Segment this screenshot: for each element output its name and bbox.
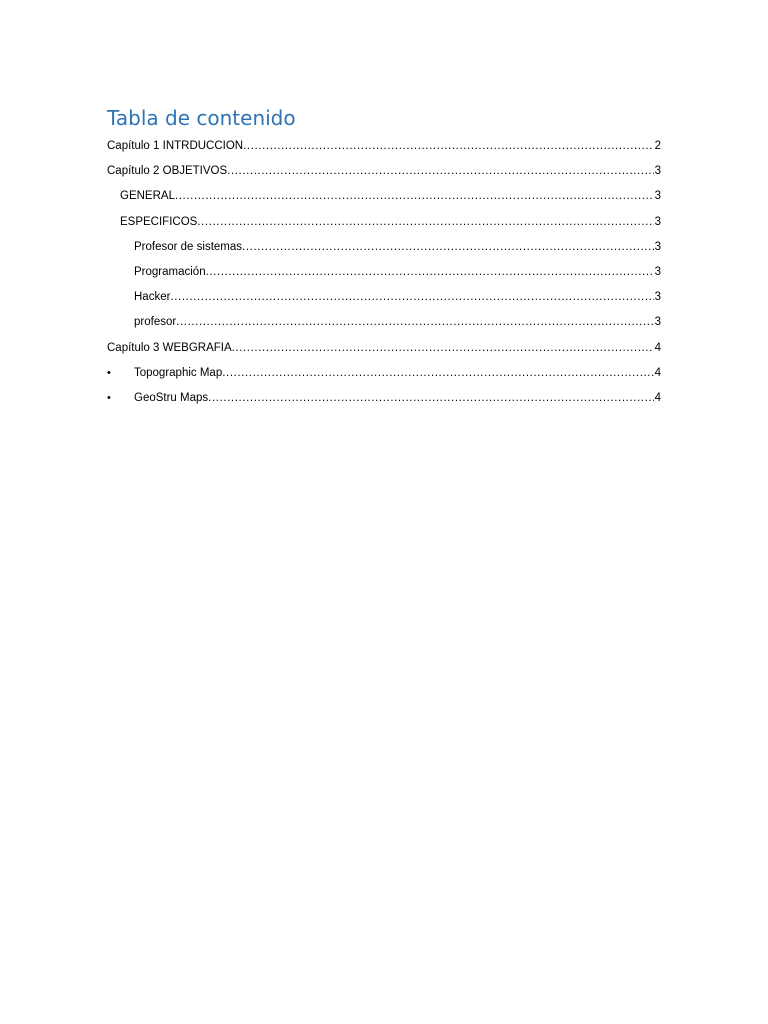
toc-page-number: 4 <box>654 391 661 404</box>
toc-dot-leader <box>208 386 653 411</box>
toc-entry-especificos[interactable] <box>107 210 661 235</box>
toc-page-number: 3 <box>654 316 661 329</box>
toc-entry-label: Topographic Map <box>134 366 223 379</box>
toc-entry-general[interactable] <box>107 184 661 209</box>
toc-title: Tabla de contenido <box>107 106 296 130</box>
toc-entry-profesor-de-sistemas[interactable] <box>107 235 661 260</box>
toc-entry-label: ESPECIFICOS <box>120 215 198 228</box>
toc-entry-capitulo-2[interactable] <box>107 159 661 184</box>
toc-page-number: 3 <box>654 265 661 278</box>
toc-entry-label: GeoStru Maps <box>134 391 209 404</box>
toc-dot-leader <box>206 260 654 285</box>
toc-page-number: 3 <box>654 190 661 203</box>
toc-dot-leader <box>197 210 653 235</box>
toc-entry-label: GENERAL <box>120 190 175 203</box>
toc-entry-label: Capítulo 2 OBJETIVOS <box>107 165 228 178</box>
toc-entry-programacion[interactable] <box>107 260 661 285</box>
toc-entry-label: Profesor de sistemas <box>134 240 243 253</box>
toc-entry-label: Hacker <box>134 291 171 304</box>
bullet-icon: • <box>107 366 111 379</box>
toc-dot-leader <box>242 235 654 260</box>
toc-list <box>107 134 661 411</box>
toc-dot-leader <box>175 184 654 209</box>
toc-entry-label: Capítulo 3 WEBGRAFIA <box>107 341 232 354</box>
toc-dot-leader <box>222 361 653 386</box>
toc-page-number: 3 <box>654 165 661 178</box>
toc-page-number: 4 <box>654 366 661 379</box>
toc-dot-leader <box>170 285 653 310</box>
toc-page-number: 3 <box>654 291 661 304</box>
toc-entry-profesor[interactable] <box>107 310 661 335</box>
toc-entry-topographic-map[interactable] <box>107 361 661 386</box>
toc-dot-leader <box>232 336 654 361</box>
document-page <box>107 104 661 411</box>
toc-entry-capitulo-1[interactable] <box>107 134 661 159</box>
toc-dot-leader <box>176 310 653 335</box>
toc-dot-leader <box>227 159 653 184</box>
toc-page-number: 2 <box>654 140 661 152</box>
toc-entry-label: Capítulo 1 INTRDUCCION <box>107 140 244 152</box>
toc-entry-capitulo-3[interactable] <box>107 336 661 361</box>
toc-entry-label: Programación <box>134 265 206 278</box>
toc-page-number: 3 <box>654 240 661 253</box>
bullet-icon: • <box>107 391 111 404</box>
toc-dot-leader <box>243 134 653 159</box>
toc-page-number: 4 <box>654 341 661 354</box>
toc-page-number: 3 <box>654 215 661 228</box>
toc-entry-hacker[interactable] <box>107 285 661 310</box>
toc-entry-label: profesor <box>134 316 177 329</box>
toc-entry-geostru-maps[interactable] <box>107 386 661 411</box>
